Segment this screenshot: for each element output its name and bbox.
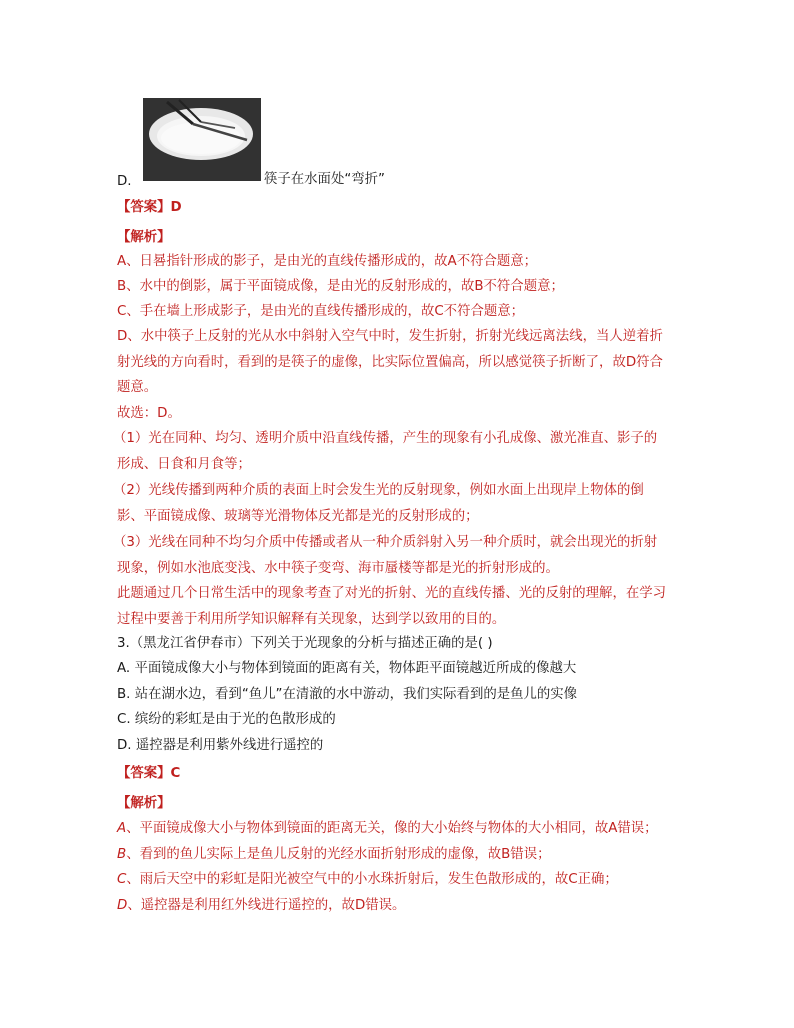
q3-option-d: D. 遥控器是利用紫外线进行遥控的 [117, 738, 324, 753]
q2-analysis-line: 题意。 [117, 380, 158, 395]
q3-explanation-text: 、看到的鱼儿实际上是鱼儿反射的光经水面折射形成的虚像，故B错误； [126, 847, 551, 862]
q3-explanation-letter: B [117, 847, 127, 862]
q2-note-line: （1）光在同种、均匀、透明介质中沿直线传播，产生的现象有小孔成像、激光准直、影子的 [113, 431, 658, 446]
q2-answer: 【答案】D [117, 200, 182, 215]
q3-stem: 3.（黑龙江省伊春市）下列关于光现象的分析与描述正确的是( ) [117, 636, 493, 651]
q2-note-line: 此题通过几个日常生活中的现象考查了对光的折射、光的直线传播、光的反射的理解，在学习 [117, 586, 667, 601]
q3-explanation-b [117, 845, 550, 865]
q2-note-line: 过程中要善于利用所学知识解释有关现象，达到学以致用的目的。 [117, 612, 506, 627]
q2-analysis-line: A、日晷指针形成的影子，是由光的直线传播形成的，故A不符合题意； [117, 254, 538, 269]
q2-analysis-line: B、水中的倒影，属于平面镜成像，是由光的反射形成的，故B不符合题意； [117, 279, 564, 294]
q3-explanation-text: 、遥控器是利用红外线进行遥控的，故D错误。 [127, 898, 406, 913]
q2-note-line: 形成、日食和月食等； [117, 457, 251, 472]
q3-explanation-a [117, 819, 658, 839]
q3-answer: 【答案】C [117, 766, 181, 781]
q3-explanation-letter: C [117, 872, 127, 887]
q2-choice: 故选：D。 [117, 406, 181, 421]
q2-analysis-heading: 【解析】 [117, 230, 171, 245]
q2-analysis-line: 射光线的方向看时，看到的是筷子的虚像，比实际位置偏高，所以感觉筷子折断了，故D符合 [117, 355, 663, 370]
q2-analysis-line: C、手在墙上形成影子，是由光的直线传播形成的，故C不符合题意； [117, 304, 525, 319]
q3-option-a: A. 平面镜成像大小与物体到镜面的距离有关，物体距平面镜越近所成的像越大 [117, 661, 577, 676]
q2-note-line: （2）光线传播到两种介质的表面上时会发生光的反射现象，例如水面上出现岸上物体的倒 [113, 483, 644, 498]
q2-note-line: （3）光线在同种不均匀介质中传播或者从一种介质斜射入另一种介质时，就会出现光的折射 [113, 535, 658, 550]
q3-option-b: B. 站在湖水边，看到“鱼儿”在清澈的水中游动，我们实际看到的是鱼儿的实像 [117, 687, 578, 702]
option-d-caption: 筷子在水面处“弯折” [264, 172, 385, 187]
q3-explanation-text: 、平面镜成像大小与物体到镜面的距离无关，像的大小始终与物体的大小相同，故A错误； [126, 821, 658, 836]
q3-explanation-letter: A [117, 821, 127, 836]
q2-analysis-line: D、水中筷子上反射的光从水中斜射入空气中时，发生折射，折射光线远离法线，当人逆着折 [117, 329, 663, 344]
q3-explanation-d [117, 896, 405, 916]
q3-explanation-letter: D [117, 898, 128, 913]
option-d-label: D. [117, 174, 132, 189]
q2-note-line: 现象，例如水池底变浅、水中筷子变弯、海市蜃楼等都是光的折射形成的。 [117, 561, 559, 576]
q3-explanation-c [117, 870, 618, 890]
chopsticks-in-water-image [143, 98, 261, 181]
q3-explanation-text: 、雨后天空中的彩虹是阳光被空气中的小水珠折射后，发生色散形成的，故C正确； [126, 872, 618, 887]
q3-option-c: C. 缤纷的彩虹是由于光的色散形成的 [117, 712, 336, 727]
q2-note-line: 影、平面镜成像、玻璃等光滑物体反光都是光的反射形成的； [117, 509, 479, 524]
q3-analysis-heading: 【解析】 [117, 796, 171, 811]
